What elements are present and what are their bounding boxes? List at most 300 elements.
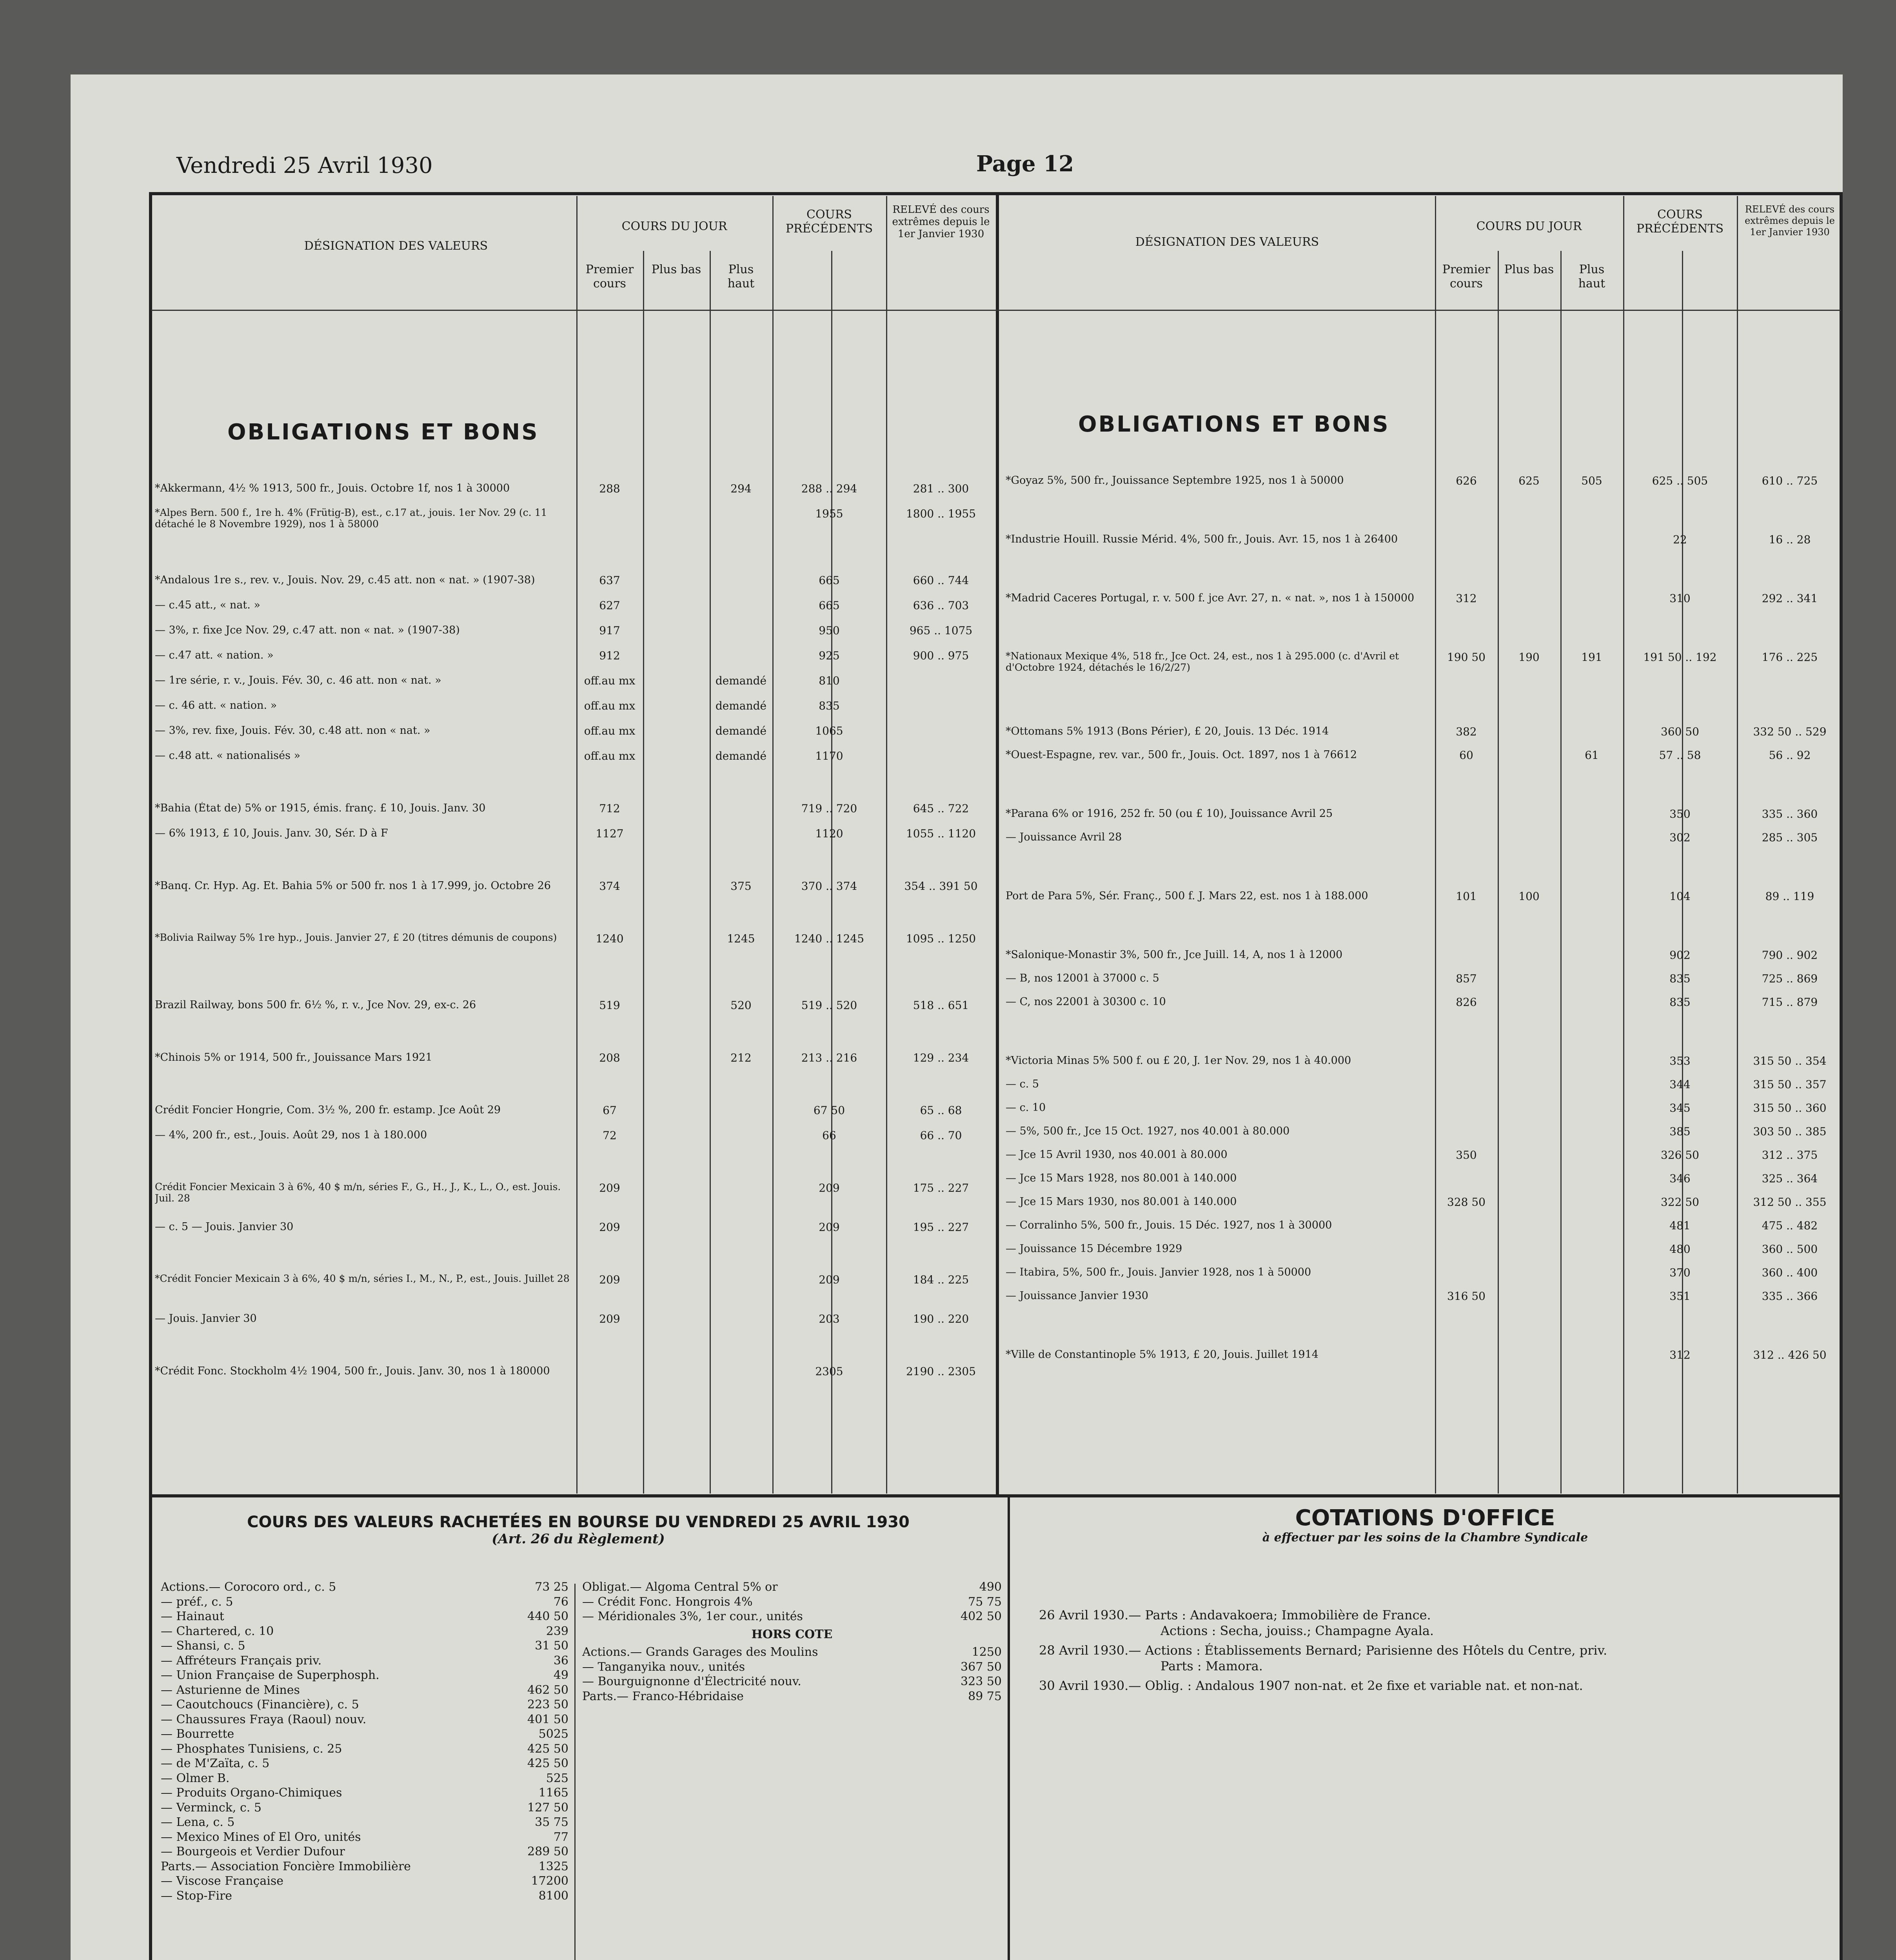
- newspaper-page: [71, 74, 1843, 1960]
- rachetees-item: [582, 1609, 1002, 1624]
- table-row-releve: 175 .. 227: [913, 1181, 969, 1194]
- table-row-premier: 101: [1456, 890, 1477, 903]
- table-row-precedents: 209: [819, 1273, 840, 1286]
- table-row-precedents: 67 50: [813, 1104, 845, 1117]
- table-row-releve: 518 .. 651: [913, 999, 969, 1012]
- rachetees-item-value: 73 25: [535, 1580, 568, 1594]
- rachetees-item: [582, 1689, 1002, 1704]
- table-row-premier: 190 50: [1447, 651, 1486, 664]
- table-row-name: Brazil Railway, bons 500 fr. 6½ %, r. v., Jce Nov. 29, ex-c. 26: [155, 999, 476, 1011]
- table-row-precedents: 625 .. 505: [1652, 474, 1708, 487]
- table-row-premier: 374: [599, 880, 620, 893]
- cotation-line: 28 Avril 1930.— Actions : Établissements Bernard; Parisienne des Hôtels du Centre, priv.: [1039, 1643, 1607, 1658]
- cotations-title: COTATIONS D'OFFICE: [1295, 1505, 1555, 1531]
- rachetees-item-name: HORS COTE: [751, 1627, 833, 1641]
- table-row-releve: 360 .. 500: [1762, 1243, 1818, 1256]
- rachetees-item: [161, 1742, 568, 1757]
- rachetees-item: [161, 1697, 568, 1712]
- rachetees-item-value: 289 50: [527, 1845, 568, 1858]
- table-row-releve: 715 .. 879: [1762, 996, 1818, 1009]
- col-plus-bas-right: Plus bas: [1504, 263, 1554, 276]
- rachetees-item: [161, 1668, 568, 1683]
- table-row-name: — 5%, 500 fr., Jce 15 Oct. 1927, nos 40.001 à 80.000: [1006, 1125, 1290, 1137]
- table-row-premier: 72: [603, 1129, 617, 1142]
- rachetees-item-name: — Méridionales 3%, 1er cour., unités: [582, 1610, 803, 1623]
- rachetees-item-value: 1250: [972, 1645, 1002, 1659]
- table-row-premier: 350: [1456, 1149, 1477, 1161]
- rachetees-item-value: 223 50: [527, 1698, 568, 1711]
- rachetees-item-value: 490: [979, 1580, 1002, 1594]
- table-row-name: *Banq. Cr. Hyp. Ag. Et. Bahia 5% or 500 fr. nos 1 à 17.999, jo. Octobre 26: [155, 880, 551, 892]
- table-row-haut: 505: [1581, 474, 1602, 487]
- rachetees-item-value: 89 75: [968, 1689, 1002, 1703]
- table-row-precedents: 360 50: [1661, 725, 1699, 738]
- table-row-releve: 1095 .. 1250: [906, 932, 976, 945]
- table-row-name: — c.45 att., « nat. »: [155, 599, 260, 611]
- table-row-name: — C, nos 22001 à 30300 c. 10: [1006, 996, 1166, 1008]
- table-row-premier: 316 50: [1447, 1290, 1486, 1303]
- rachetees-item: [582, 1660, 1002, 1675]
- cotation-line: Actions : Secha, jouiss.; Champagne Ayala.: [1160, 1623, 1434, 1638]
- table-row-name: *Parana 6% or 1916, 252 fr. 50 (ou £ 10), Jouissance Avril 25: [1006, 808, 1333, 820]
- rachetees-item-value: 77: [553, 1830, 568, 1844]
- table-row-name: — Jouissance Avril 28: [1006, 831, 1122, 843]
- table-row-releve: 195 .. 227: [913, 1221, 969, 1234]
- table-row-precedents: 1065: [815, 724, 843, 737]
- table-row-precedents: 344: [1669, 1078, 1691, 1091]
- rachetees-item-value: 425 50: [527, 1757, 568, 1770]
- table-row-releve: 292 .. 341: [1762, 592, 1818, 605]
- rachetees-item-value: 75 75: [968, 1595, 1002, 1609]
- table-row-precedents: 350: [1669, 808, 1691, 820]
- table-row-precedents: 1240 .. 1245: [794, 932, 864, 945]
- table-row-premier: 912: [599, 649, 620, 662]
- table-row-name: *Ville de Constantinople 5% 1913, £ 20, Jouis. Juillet 1914: [1006, 1348, 1318, 1361]
- table-row-name: — 4%, 200 fr., est., Jouis. Août 29, nos 1 à 180.000: [155, 1129, 427, 1141]
- rachetees-item: [161, 1683, 568, 1698]
- rachetees-item-value: 440 50: [527, 1610, 568, 1623]
- table-row-name: — c. 46 att. « nation. »: [155, 699, 277, 711]
- table-row-bas: 100: [1518, 890, 1540, 903]
- rachetees-item: [582, 1580, 1002, 1595]
- rachetees-item-value: 525: [546, 1771, 568, 1785]
- table-row-precedents: 213 .. 216: [801, 1051, 857, 1064]
- cotations-box: [1012, 1505, 1839, 1544]
- table-row-premier: 209: [599, 1221, 620, 1234]
- table-row-precedents: 835: [1669, 996, 1691, 1009]
- table-row-premier: 209: [599, 1312, 620, 1325]
- table-row-precedents: 209: [819, 1221, 840, 1234]
- rachetees-item: [161, 1800, 568, 1815]
- rachetees-item: [161, 1639, 568, 1653]
- table-row-releve: 332 50 .. 529: [1753, 725, 1827, 738]
- table-row-name: Crédit Foncier Hongrie, Com. 3½ %, 200 fr. estamp. Jce Août 29: [155, 1104, 501, 1116]
- table-row-premier: 382: [1456, 725, 1477, 738]
- table-row-releve: 312 50 .. 355: [1753, 1196, 1827, 1209]
- table-row-releve: 790 .. 902: [1762, 949, 1818, 962]
- col-releve-right: RELEVÉ des cours extrêmes depuis le 1er Janvier 1930: [1745, 204, 1835, 238]
- page-date: Vendredi 25 Avril 1930: [176, 153, 433, 178]
- cotation-line: Parts : Mamora.: [1160, 1659, 1263, 1673]
- table-row-name: Port de Para 5%, Sér. Franç., 500 f. J. Mars 22, est. nos 1 à 188.000: [1006, 890, 1368, 902]
- rachetees-item-value: 1325: [538, 1859, 568, 1873]
- table-row-releve: 315 50 .. 354: [1753, 1054, 1827, 1067]
- table-row-name: *Nationaux Mexique 4%, 518 fr., Jce Oct. 24, est., nos 1 à 295.000 (c. d'Avril et d'Octobre 1924, détachés le 16/2/27): [1006, 651, 1399, 673]
- table-row-precedents: 310: [1669, 592, 1691, 605]
- table-row-releve: 129 .. 234: [913, 1051, 969, 1064]
- rachetees-item-value: 127 50: [527, 1800, 568, 1815]
- table-row-releve: 335 .. 366: [1762, 1290, 1818, 1303]
- rachetees-item: [582, 1645, 1002, 1660]
- table-row-haut: demandé: [715, 724, 767, 737]
- table-row-name: *Industrie Houill. Russie Mérid. 4%, 500 fr., Jouis. Avr. 15, nos 1 à 26400: [1006, 533, 1398, 545]
- rachetees-item-name: — Stop-Fire: [161, 1889, 232, 1903]
- rachetees-title: COURS DES VALEURS RACHETÉES EN BOURSE DU VENDREDI 25 AVRIL 1930: [247, 1513, 910, 1531]
- table-row-releve: 335 .. 360: [1762, 808, 1818, 820]
- table-row-name: *Salonique-Monastir 3%, 500 fr., Jce Juill. 14, A, nos 1 à 12000: [1006, 949, 1343, 961]
- table-row-premier: 627: [599, 599, 620, 612]
- table-row-premier: 1240: [596, 932, 624, 945]
- table-row-premier: 328 50: [1447, 1196, 1486, 1209]
- table-row-precedents: 326 50: [1661, 1149, 1699, 1161]
- table-row-releve: 636 .. 703: [913, 599, 969, 612]
- table-row-releve: 312 .. 426 50: [1753, 1348, 1827, 1361]
- table-row-haut: 212: [730, 1051, 752, 1064]
- table-row-premier: off.au mx: [584, 699, 636, 712]
- rachetees-item-value: 36: [553, 1653, 568, 1668]
- table-row-bas: 625: [1518, 474, 1540, 487]
- rachetees-item: [161, 1771, 568, 1786]
- table-row-precedents: 345: [1669, 1102, 1691, 1114]
- table-row-name: — Itabira, 5%, 500 fr., Jouis. Janvier 1928, nos 1 à 50000: [1006, 1266, 1311, 1278]
- table-row-name: *Crédit Foncier Mexicain 3 à 6%, 40 $ m/n, séries I., M., N., P., est., Jouis. Juillet 28: [155, 1273, 570, 1284]
- rachetees-item-name: Actions.— Grands Garages des Moulins: [582, 1645, 818, 1659]
- rachetees-item: [161, 1874, 568, 1889]
- cotation-line: 30 Avril 1930.— Oblig. : Andalous 1907 non-nat. et 2e fixe et variable nat. et non-nat.: [1039, 1678, 1583, 1693]
- rachetees-item-name: — Produits Organo-Chimiques: [161, 1786, 342, 1800]
- rachetees-subtitle: (Art. 26 du Règlement): [492, 1531, 665, 1547]
- rachetees-item-name: — préf., c. 5: [161, 1595, 233, 1609]
- table-row-name: — c.48 att. « nationalisés »: [155, 750, 301, 762]
- table-row-precedents: 57 .. 58: [1659, 749, 1701, 762]
- table-row-precedents: 209: [819, 1181, 840, 1194]
- table-row-name: — 3%, r. fixe Jce Nov. 29, c.47 att. non « nat. » (1907-38): [155, 624, 460, 636]
- table-row-precedents: 22: [1673, 533, 1687, 546]
- section-title-left: OBLIGATIONS ET BONS: [227, 419, 539, 445]
- table-row-precedents: 1955: [815, 507, 843, 520]
- rachetees-item-name: — Bourrette: [161, 1727, 234, 1741]
- cotations-lines: [1039, 1603, 1835, 1693]
- table-row-releve: 190 .. 220: [913, 1312, 969, 1325]
- table-row-premier: 626: [1456, 474, 1477, 487]
- table-row-releve: 2190 .. 2305: [906, 1365, 976, 1378]
- table-row-releve: 354 .. 391 50: [904, 880, 978, 893]
- table-row-releve: 660 .. 744: [913, 574, 969, 587]
- table-row-name: *Akkermann, 4½ % 1913, 500 fr., Jouis. Octobre 1f, nos 1 à 30000: [155, 482, 510, 494]
- col-cours-du-jour-left: COURS DU JOUR: [621, 220, 727, 233]
- table-row-precedents: 353: [1669, 1054, 1691, 1067]
- table-row-haut: demandé: [715, 674, 767, 687]
- rachetees-item-value: 401 50: [527, 1712, 568, 1726]
- table-divider: [996, 192, 999, 1497]
- col-cours-du-jour-right: COURS DU JOUR: [1476, 220, 1582, 233]
- table-row-precedents: 835: [819, 699, 840, 712]
- table-row-name: — B, nos 12001 à 37000 c. 5: [1006, 972, 1159, 984]
- table-row-precedents: 835: [1669, 972, 1691, 985]
- table-row-name: — 6% 1913, £ 10, Jouis. Janv. 30, Sér. D à F: [155, 827, 388, 839]
- table-row-name: *Ottomans 5% 1913 (Bons Périer), £ 20, Jouis. 13 Déc. 1914: [1006, 725, 1329, 737]
- table-row-haut: 520: [730, 999, 752, 1012]
- rachetees-item: [582, 1595, 1002, 1610]
- col-designation-right: DÉSIGNATION DES VALEURS: [1135, 235, 1319, 249]
- table-row-premier: 826: [1456, 996, 1477, 1009]
- table-row-haut: 375: [730, 880, 752, 893]
- table-row-releve: 66 .. 70: [920, 1129, 962, 1142]
- table-row-precedents: 346: [1669, 1172, 1691, 1185]
- rachetees-item-value: 425 50: [527, 1742, 568, 1756]
- table-row-releve: 65 .. 68: [920, 1104, 962, 1117]
- rachetees-item: [161, 1712, 568, 1727]
- table-row-name: *Crédit Fonc. Stockholm 4½ 1904, 500 fr., Jouis. Janv. 30, nos 1 à 180000: [155, 1365, 550, 1377]
- table-row-precedents: 925: [819, 649, 840, 662]
- table-row-name: *Bahia (État de) 5% or 1915, émis. franç. £ 10, Jouis. Janv. 30: [155, 802, 486, 814]
- table-row-premier: 208: [599, 1051, 620, 1064]
- table-row-releve: 610 .. 725: [1762, 474, 1818, 487]
- table-row-name: *Andalous 1re s., rev. v., Jouis. Nov. 29, c.45 att. non « nat. » (1907-38): [155, 574, 535, 586]
- table-row-releve: 303 50 .. 385: [1753, 1125, 1827, 1138]
- rachetees-item: [582, 1674, 1002, 1689]
- rachetees-item-value: 367 50: [961, 1660, 1002, 1674]
- table-row-name: — Jce 15 Mars 1928, nos 80.001 à 140.000: [1006, 1172, 1237, 1184]
- table-row-name: — Jouissance 15 Décembre 1929: [1006, 1243, 1182, 1255]
- rachetees-item: [161, 1756, 568, 1771]
- table-row-releve: 1055 .. 1120: [906, 827, 976, 840]
- table-row-premier: 288: [599, 482, 620, 495]
- rachetees-item-name: — Crédit Fonc. Hongrois 4%: [582, 1595, 753, 1609]
- table-row-precedents: 203: [819, 1312, 840, 1325]
- table-row-precedents: 312: [1669, 1348, 1691, 1361]
- rachetees-item-value: 5025: [538, 1727, 568, 1741]
- table-row-premier: 519: [599, 999, 620, 1012]
- table-row-releve: 176 .. 225: [1762, 651, 1818, 664]
- rachetees-item-name: — Mexico Mines of El Oro, unités: [161, 1830, 361, 1844]
- rachetees-item-name: — Chaussures Fraya (Raoul) nouv.: [161, 1712, 367, 1726]
- rachetees-item-value: 17200: [531, 1874, 568, 1888]
- rachetees-item-name: Obligat.— Algoma Central 5% or: [582, 1580, 778, 1594]
- table-row-premier: 312: [1456, 592, 1477, 605]
- table-row-name: — c. 10: [1006, 1102, 1046, 1114]
- table-row-releve: 56 .. 92: [1769, 749, 1811, 762]
- table-row-precedents: 370: [1669, 1266, 1691, 1279]
- table-row-name: — 1re série, r. v., Jouis. Fév. 30, c. 46 att. non « nat. »: [155, 674, 441, 686]
- table-row-precedents: 519 .. 520: [801, 999, 857, 1012]
- table-row-premier: 67: [603, 1104, 617, 1117]
- table-row-haut: demandé: [715, 750, 767, 762]
- table-row-precedents: 288 .. 294: [801, 482, 857, 495]
- rachetees-item-name: — Phosphates Tunisiens, c. 25: [161, 1742, 342, 1756]
- table-row-haut: 61: [1585, 749, 1599, 762]
- col-cours-precedents-right: COURS PRÉCÉDENTS: [1636, 208, 1724, 236]
- table-row-premier: 60: [1459, 749, 1473, 762]
- rachetees-item-name: — Asturienne de Mines: [161, 1683, 300, 1697]
- table-row-name: — c. 5: [1006, 1078, 1039, 1090]
- table-row-name: *Madrid Caceres Portugal, r. v. 500 f. jce Avr. 27, n. « nat. », nos 1 à 150000: [1006, 592, 1415, 604]
- table-row-precedents: 481: [1669, 1219, 1691, 1232]
- table-row-precedents: 322 50: [1661, 1196, 1699, 1209]
- table-row-premier: 209: [599, 1273, 620, 1286]
- table-row-name: *Ouest-Espagne, rev. var., 500 fr., Jouis. Oct. 1897, nos 1 à 76612: [1006, 749, 1357, 761]
- col-plus-haut-left: Plus haut: [727, 263, 755, 290]
- table-row-premier: off.au mx: [584, 724, 636, 737]
- rachetees-item: [161, 1815, 568, 1830]
- col-plus-haut-right: Plus haut: [1578, 263, 1605, 290]
- table-row-releve: 89 .. 119: [1765, 890, 1814, 903]
- table-row-name: *Chinois 5% or 1914, 500 fr., Jouissance Mars 1921: [155, 1051, 432, 1063]
- rachetees-item-name: — de M'Zaïta, c. 5: [161, 1757, 270, 1770]
- table-row-releve: 325 .. 364: [1762, 1172, 1818, 1185]
- table-row-premier: 637: [599, 574, 620, 587]
- rachetees-item: [161, 1595, 568, 1610]
- rachetees-item-name: — Bourguignonne d'Électricité nouv.: [582, 1675, 801, 1688]
- table-row-precedents: 104: [1669, 890, 1691, 903]
- rachetees-item-value: 462 50: [527, 1683, 568, 1697]
- table-row-precedents: 950: [819, 624, 840, 637]
- table-row-premier: 209: [599, 1181, 620, 1194]
- table-row-precedents: 902: [1669, 949, 1691, 962]
- col-releve-left: RELEVÉ des cours extrêmes depuis le 1er Janvier 1930: [892, 204, 990, 240]
- table-row-name: — c. 5 — Jouis. Janvier 30: [155, 1221, 294, 1233]
- rachetees-item: [161, 1786, 568, 1800]
- table-row-releve: 645 .. 722: [913, 802, 969, 815]
- rachetees-item-name: — Verminck, c. 5: [161, 1800, 262, 1815]
- table-row-releve: 475 .. 482: [1762, 1219, 1818, 1232]
- col-plus-bas-left: Plus bas: [651, 263, 701, 276]
- table-row-releve: 281 .. 300: [913, 482, 969, 495]
- table-row-haut: 1245: [727, 932, 755, 945]
- rachetees-item-name: — Chartered, c. 10: [161, 1624, 274, 1638]
- table-row-releve: 725 .. 869: [1762, 972, 1818, 985]
- section-title-right: OBLIGATIONS ET BONS: [1078, 412, 1390, 437]
- table-row-name: — c.47 att. « nation. »: [155, 649, 274, 661]
- rachetees-left-list: [161, 1580, 568, 1903]
- table-row-precedents: 302: [1669, 831, 1691, 844]
- rachetees-item: [161, 1844, 568, 1859]
- table-row-precedents: 1170: [815, 750, 843, 762]
- rachetees-item-name: — Union Française de Superphosph.: [161, 1668, 380, 1682]
- col-premier-left: Premier cours: [585, 263, 634, 290]
- table-row-releve: 315 50 .. 357: [1753, 1078, 1827, 1091]
- rachetees-item: [161, 1859, 568, 1874]
- rachetees-item-name: — Shansi, c. 5: [161, 1639, 245, 1653]
- table-row-precedents: 665: [819, 599, 840, 612]
- table-row-premier: 857: [1456, 972, 1477, 985]
- table-row-name: *Victoria Minas 5% 500 f. ou £ 20, J. 1er Nov. 29, nos 1 à 40.000: [1006, 1054, 1351, 1067]
- rachetees-item: [161, 1727, 568, 1742]
- table-row-premier: 917: [599, 624, 620, 637]
- table-row-precedents: 191 50 .. 192: [1643, 651, 1717, 664]
- table-row-releve: 360 .. 400: [1762, 1266, 1818, 1279]
- table-row-name: *Goyaz 5%, 500 fr., Jouissance Septembre 1925, nos 1 à 50000: [1006, 474, 1344, 486]
- table-row-name: *Bolivia Railway 5% 1re hyp., Jouis. Janvier 27, £ 20 (titres démunis de coupons): [155, 932, 557, 943]
- table-row-name: — 3%, rev. fixe, Jouis. Fév. 30, c.48 att. non « nat. »: [155, 724, 430, 737]
- table-row-bas: 190: [1518, 651, 1540, 664]
- rachetees-item: [582, 1627, 1002, 1642]
- rachetees-item: [161, 1889, 568, 1904]
- rachetees-item-name: — Lena, c. 5: [161, 1815, 235, 1829]
- rachetees-item-name: Parts.— Franco-Hébridaise: [582, 1689, 744, 1703]
- page-number: Page 12: [976, 151, 1074, 177]
- rachetees-item-name: Parts.— Association Foncière Immobilière: [161, 1859, 411, 1873]
- rachetees-item-name: — Olmer B.: [161, 1771, 230, 1785]
- rachetees-item-value: 402 50: [961, 1610, 1002, 1623]
- rachetees-item: [161, 1653, 568, 1668]
- table-row-releve: 285 .. 305: [1762, 831, 1818, 844]
- table-row-precedents: 1120: [815, 827, 843, 840]
- rachetees-item-value: 49: [553, 1668, 568, 1682]
- table-row-releve: 965 .. 1075: [909, 624, 973, 637]
- cotations-subtitle: à effectuer par les soins de la Chambre Syndicale: [1262, 1531, 1588, 1544]
- rachetees-item-value: 323 50: [961, 1675, 1002, 1688]
- rachetees-item-name: — Viscose Française: [161, 1874, 284, 1888]
- table-row-premier: off.au mx: [584, 750, 636, 762]
- table-row-haut: 294: [730, 482, 752, 495]
- cotation-line: 26 Avril 1930.— Parts : Andavakoera; Immobilière de France.: [1039, 1608, 1431, 1622]
- rachetees-item-value: 31 50: [535, 1639, 568, 1653]
- table-row-releve: 184 .. 225: [913, 1273, 969, 1286]
- table-row-name: — Jce 15 Mars 1930, nos 80.001 à 140.000: [1006, 1196, 1237, 1208]
- table-row-releve: 315 50 .. 360: [1753, 1102, 1827, 1114]
- rachetees-right-list: [582, 1580, 1002, 1704]
- rachetees-item: [161, 1609, 568, 1624]
- rachetees-item-name: — Hainaut: [161, 1610, 224, 1623]
- rachetees-item-name: — Bourgeois et Verdier Dufour: [161, 1845, 345, 1858]
- col-premier-right: Premier cours: [1442, 263, 1491, 290]
- table-row-name: — Jouissance Janvier 1930: [1006, 1290, 1148, 1302]
- table-row-precedents: 480: [1669, 1243, 1691, 1256]
- table-row-name: Crédit Foncier Mexicain 3 à 6%, 40 $ m/n, séries F., G., H., J., K., L., O., est. Jouis. Juil. 28: [155, 1181, 561, 1204]
- rachetees-item-value: 239: [546, 1624, 568, 1638]
- table-row-name: — Corralinho 5%, 500 fr., Jouis. 15 Déc. 1927, nos 1 à 30000: [1006, 1219, 1332, 1231]
- table-row-precedents: 719 .. 720: [801, 802, 857, 815]
- table-row-precedents: 351: [1669, 1290, 1691, 1303]
- table-row-precedents: 665: [819, 574, 840, 587]
- rachetees-item-name: — Caoutchoucs (Financière), c. 5: [161, 1698, 359, 1711]
- table-row-releve: 16 .. 28: [1769, 533, 1811, 546]
- rachetees-item: [161, 1830, 568, 1845]
- rachetees-item-value: 76: [553, 1595, 568, 1609]
- table-row-name: — Jouis. Janvier 30: [155, 1312, 257, 1325]
- table-row-precedents: 370 .. 374: [801, 880, 857, 893]
- table-row-precedents: 810: [819, 674, 840, 687]
- table-row-premier: 712: [599, 802, 620, 815]
- rachetees-item-name: — Affréteurs Français priv.: [161, 1653, 322, 1668]
- rachetees-item-value: 1165: [538, 1786, 568, 1800]
- table-row-name: *Alpes Bern. 500 f., 1re h. 4% (Frütig-B), est., c.17 at., jouis. 1er Nov. 29 (c. 11 détaché le 8 Novembre 1929), nos 1 à 58000: [155, 507, 547, 530]
- table-row-premier: off.au mx: [584, 674, 636, 687]
- rachetees-box: [153, 1513, 1004, 1547]
- table-row-precedents: 66: [822, 1129, 836, 1142]
- rachetees-item-value: 8100: [538, 1889, 568, 1903]
- table-row-precedents: 2305: [815, 1365, 843, 1378]
- rachetees-item: [161, 1624, 568, 1639]
- rachetees-item-name: Actions.— Corocoro ord., c. 5: [161, 1580, 336, 1594]
- table-row-releve: 312 .. 375: [1762, 1149, 1818, 1161]
- table-row-premier: 1127: [596, 827, 624, 840]
- table-row-releve: 900 .. 975: [913, 649, 969, 662]
- table-row-haut: demandé: [715, 699, 767, 712]
- table-row-name: — Jce 15 Avril 1930, nos 40.001 à 80.000: [1006, 1149, 1228, 1161]
- col-cours-precedents-left: COURS PRÉCÉDENTS: [785, 208, 873, 236]
